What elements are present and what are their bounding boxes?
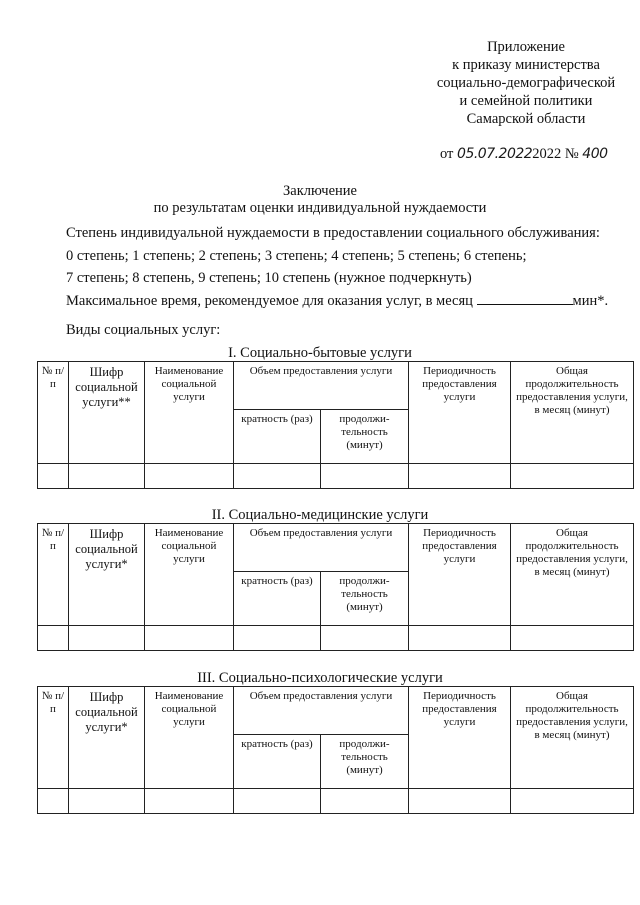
title-line: Заключение bbox=[283, 183, 357, 199]
order-number-handwritten: 400 bbox=[582, 146, 608, 162]
table-cell bbox=[409, 789, 511, 814]
table-cell bbox=[409, 626, 511, 651]
degree-options-1: 0 степень; 1 степень; 2 степень; 3 степень; 4 степень; 5 степень; 6 степень; bbox=[66, 248, 527, 264]
header-multiplicity: кратность (раз) bbox=[234, 410, 321, 464]
table-cell bbox=[321, 464, 409, 489]
header-duration: продолжи-тельность (минут) bbox=[321, 572, 409, 626]
table-cell bbox=[321, 626, 409, 651]
appendix-line: к приказу министерства bbox=[452, 57, 600, 73]
table-cell bbox=[145, 626, 234, 651]
header-name: Наименование социальной услуги bbox=[145, 362, 234, 464]
services-table-1 bbox=[37, 361, 634, 489]
subtitle-line: по результатам оценки индивидуальной нуждаемости bbox=[153, 200, 487, 216]
appendix-line: Самарской области bbox=[466, 111, 586, 127]
table-cell bbox=[409, 464, 511, 489]
section-title-1: I. Социально-бытовые услуги bbox=[228, 345, 412, 361]
appendix-line: Приложение bbox=[487, 39, 565, 55]
services-table-2 bbox=[37, 523, 634, 651]
max-time-blank bbox=[477, 292, 573, 305]
header-periodicity: Периодичность предоставления услуги bbox=[409, 524, 511, 626]
order-date-handwritten: 05.07.2022 bbox=[457, 146, 533, 162]
appendix-line: социально-демографической bbox=[436, 75, 616, 91]
header-duration: продолжи-тельность (минут) bbox=[321, 410, 409, 464]
table-cell bbox=[234, 789, 321, 814]
table-cell bbox=[511, 464, 634, 489]
header-num: № п/п bbox=[38, 687, 69, 789]
services-label: Виды социальных услуг: bbox=[66, 322, 221, 338]
order-date-line bbox=[440, 146, 608, 163]
header-num: № п/п bbox=[38, 524, 69, 626]
header-volume: Объем предоставления услуги bbox=[234, 362, 409, 410]
order-prefix: от bbox=[440, 146, 454, 162]
table-cell bbox=[145, 464, 234, 489]
header-code: Шифр социальной услуги* bbox=[69, 687, 145, 789]
header-num: № п/п bbox=[38, 362, 69, 464]
header-total: Общая продолжительность предоставления услуги, в месяц (минут) bbox=[511, 362, 634, 464]
table-cell bbox=[321, 789, 409, 814]
services-table-3 bbox=[37, 686, 634, 814]
degree-intro: Степень индивидуальной нуждаемости в предоставлении социального обслуживания: bbox=[66, 225, 600, 241]
table-cell bbox=[234, 464, 321, 489]
header-total: Общая продолжительность предоставления услуги, в месяц (минут) bbox=[511, 524, 634, 626]
appendix-line: и семейной политики bbox=[459, 93, 593, 109]
order-year: 2022 № bbox=[532, 146, 579, 162]
table-cell bbox=[511, 789, 634, 814]
header-name: Наименование социальной услуги bbox=[145, 524, 234, 626]
max-time-line bbox=[66, 292, 608, 310]
table-cell bbox=[69, 789, 145, 814]
header-multiplicity: кратность (раз) bbox=[234, 572, 321, 626]
table-cell bbox=[69, 464, 145, 489]
table-cell bbox=[145, 789, 234, 814]
header-name: Наименование социальной услуги bbox=[145, 687, 234, 789]
header-volume: Объем предоставления услуги bbox=[234, 524, 409, 572]
table-cell bbox=[38, 626, 69, 651]
table-cell bbox=[511, 626, 634, 651]
table-cell bbox=[38, 464, 69, 489]
header-code: Шифр социальной услуги** bbox=[69, 362, 145, 464]
max-time-suffix: мин*. bbox=[572, 293, 609, 309]
table-cell bbox=[69, 626, 145, 651]
header-periodicity: Периодичность предоставления услуги bbox=[409, 687, 511, 789]
header-code: Шифр социальной услуги* bbox=[69, 524, 145, 626]
table-row bbox=[38, 789, 634, 814]
degree-options-2: 7 степень; 8 степень, 9 степень; 10 степень (нужное подчеркнуть) bbox=[66, 270, 472, 286]
max-time-prefix: Максимальное время, рекомендуемое для оказания услуг, в месяц bbox=[66, 293, 473, 309]
header-total: Общая продолжительность предоставления услуги, в месяц (минут) bbox=[511, 687, 634, 789]
appendix-header bbox=[420, 38, 632, 128]
section-title-3: III. Социально-психологические услуги bbox=[197, 670, 443, 686]
header-volume: Объем предоставления услуги bbox=[234, 687, 409, 735]
table-row bbox=[38, 626, 634, 651]
table-row bbox=[38, 464, 634, 489]
table-cell bbox=[234, 626, 321, 651]
header-duration: продолжи-тельность (минут) bbox=[321, 735, 409, 789]
header-multiplicity: кратность (раз) bbox=[234, 735, 321, 789]
header-periodicity: Периодичность предоставления услуги bbox=[409, 362, 511, 464]
section-title-2: II. Социально-медицинские услуги bbox=[211, 507, 429, 523]
document-title bbox=[0, 183, 640, 217]
table-cell bbox=[38, 789, 69, 814]
